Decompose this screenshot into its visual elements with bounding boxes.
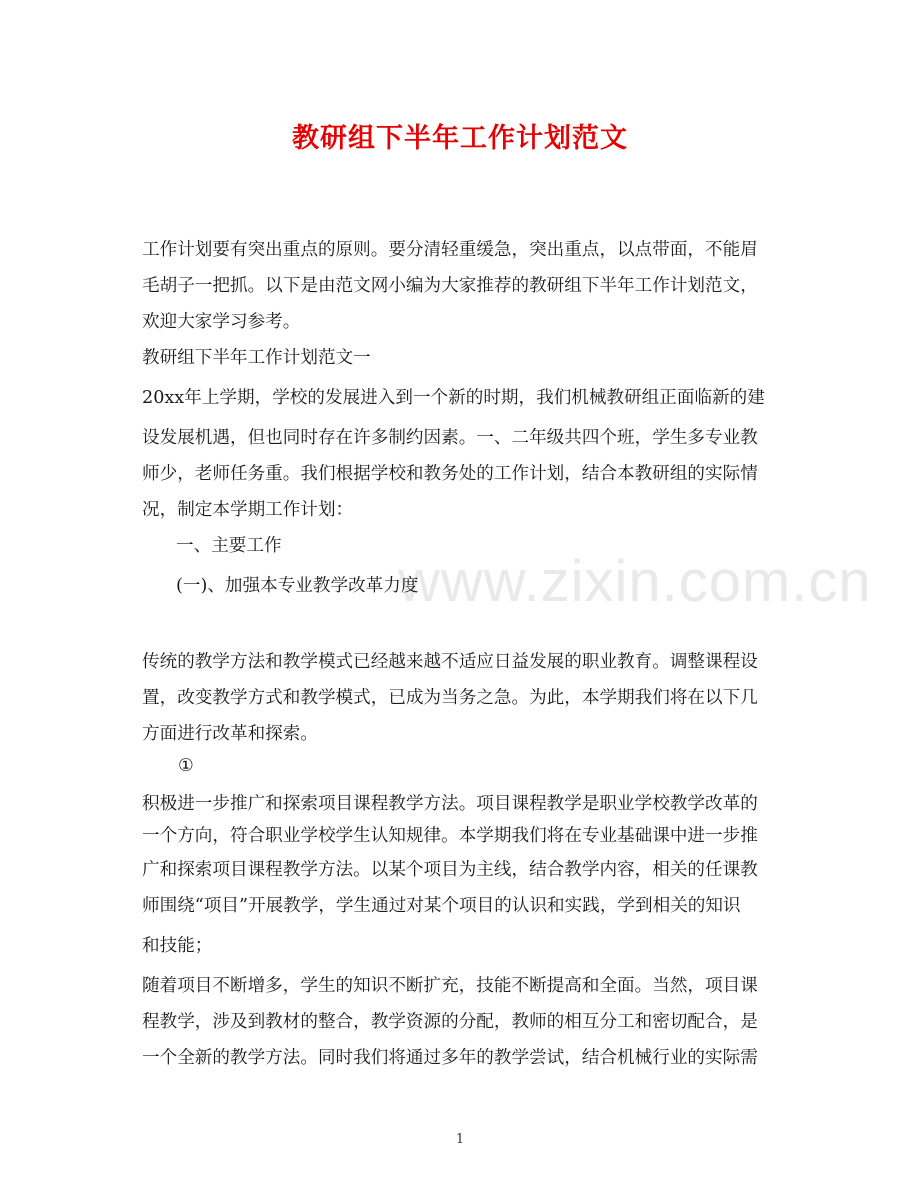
body-line-20: 随着项目不断增多，学生的知识不断扩充，技能不断提高和全面。当然，项目课 — [142, 976, 758, 996]
body-line-7: 师少，老师任务重。我们根据学校和教务处的工作计划，结合本教研组的实际情 — [142, 464, 758, 484]
body-line-19: 和技能； — [142, 936, 213, 956]
body-line-2: 毛胡子一把抓。以下是由范文网小编为大家推荐的教研组下半年工作计划范文， — [142, 276, 758, 296]
body-line-12: 置，改变教学方式和教学模式，已成为当务之急。为此，本学期我们将在以下几 — [142, 688, 758, 708]
body-line-1: 工作计划要有突出重点的原则。要分清轻重缓急，突出重点，以点带面，不能眉 — [142, 240, 758, 260]
body-line-3: 欢迎大家学习参考。 — [142, 312, 301, 332]
section-heading: 教研组下半年工作计划范文一 — [142, 348, 371, 368]
body-line-8: 况，制定本学期工作计划： — [142, 500, 354, 520]
document-title: 教研组下半年工作计划范文 — [292, 123, 628, 154]
body-line-6: 设发展机遇，但也同时存在许多制约因素。一、二年级共四个班，学生多专业教 — [142, 428, 758, 448]
body-line-13: 方面进行改革和探索。 — [142, 724, 318, 744]
body-line-21: 程教学，涉及到教材的整合，教学资源的分配，教师的相互分工和密切配合，是 — [142, 1012, 758, 1032]
body-line-11: 传统的教学方法和教学模式已经越来越不适应日益发展的职业教育。调整课程设 — [142, 652, 758, 672]
body-line-22: 一个全新的教学方法。同时我们将通过多年的教学尝试，结合机械行业的实际需 — [142, 1048, 758, 1068]
page-number: 1 — [455, 1132, 465, 1147]
body-line-5: 20xx年上学期，学校的发展进入到一个新的时期，我们机械教研组正面临新的建 — [142, 388, 765, 408]
body-line-17: 广和探索项目课程教学方法。以某个项目为主线，结合教学内容，相关的任课教 — [142, 860, 758, 880]
heading-teaching-reform: (一)、加强本专业教学改革力度 — [176, 576, 419, 596]
body-line-16: 一个方向，符合职业学校学生认知规律。本学期我们将在专业基础课中进一步推 — [142, 826, 758, 846]
body-line-18: 师围绕“项目”开展教学，学生通过对某个项目的认识和实践，学到相关的知识 — [142, 896, 741, 916]
watermark: www.zixin.com.cn — [398, 549, 872, 614]
body-line-15: 积极进一步推广和探索项目课程教学方法。项目课程教学是职业学校教学改革的 — [142, 794, 758, 814]
heading-main-work: 一、主要工作 — [176, 536, 282, 556]
item-marker-1: ① — [178, 756, 194, 776]
